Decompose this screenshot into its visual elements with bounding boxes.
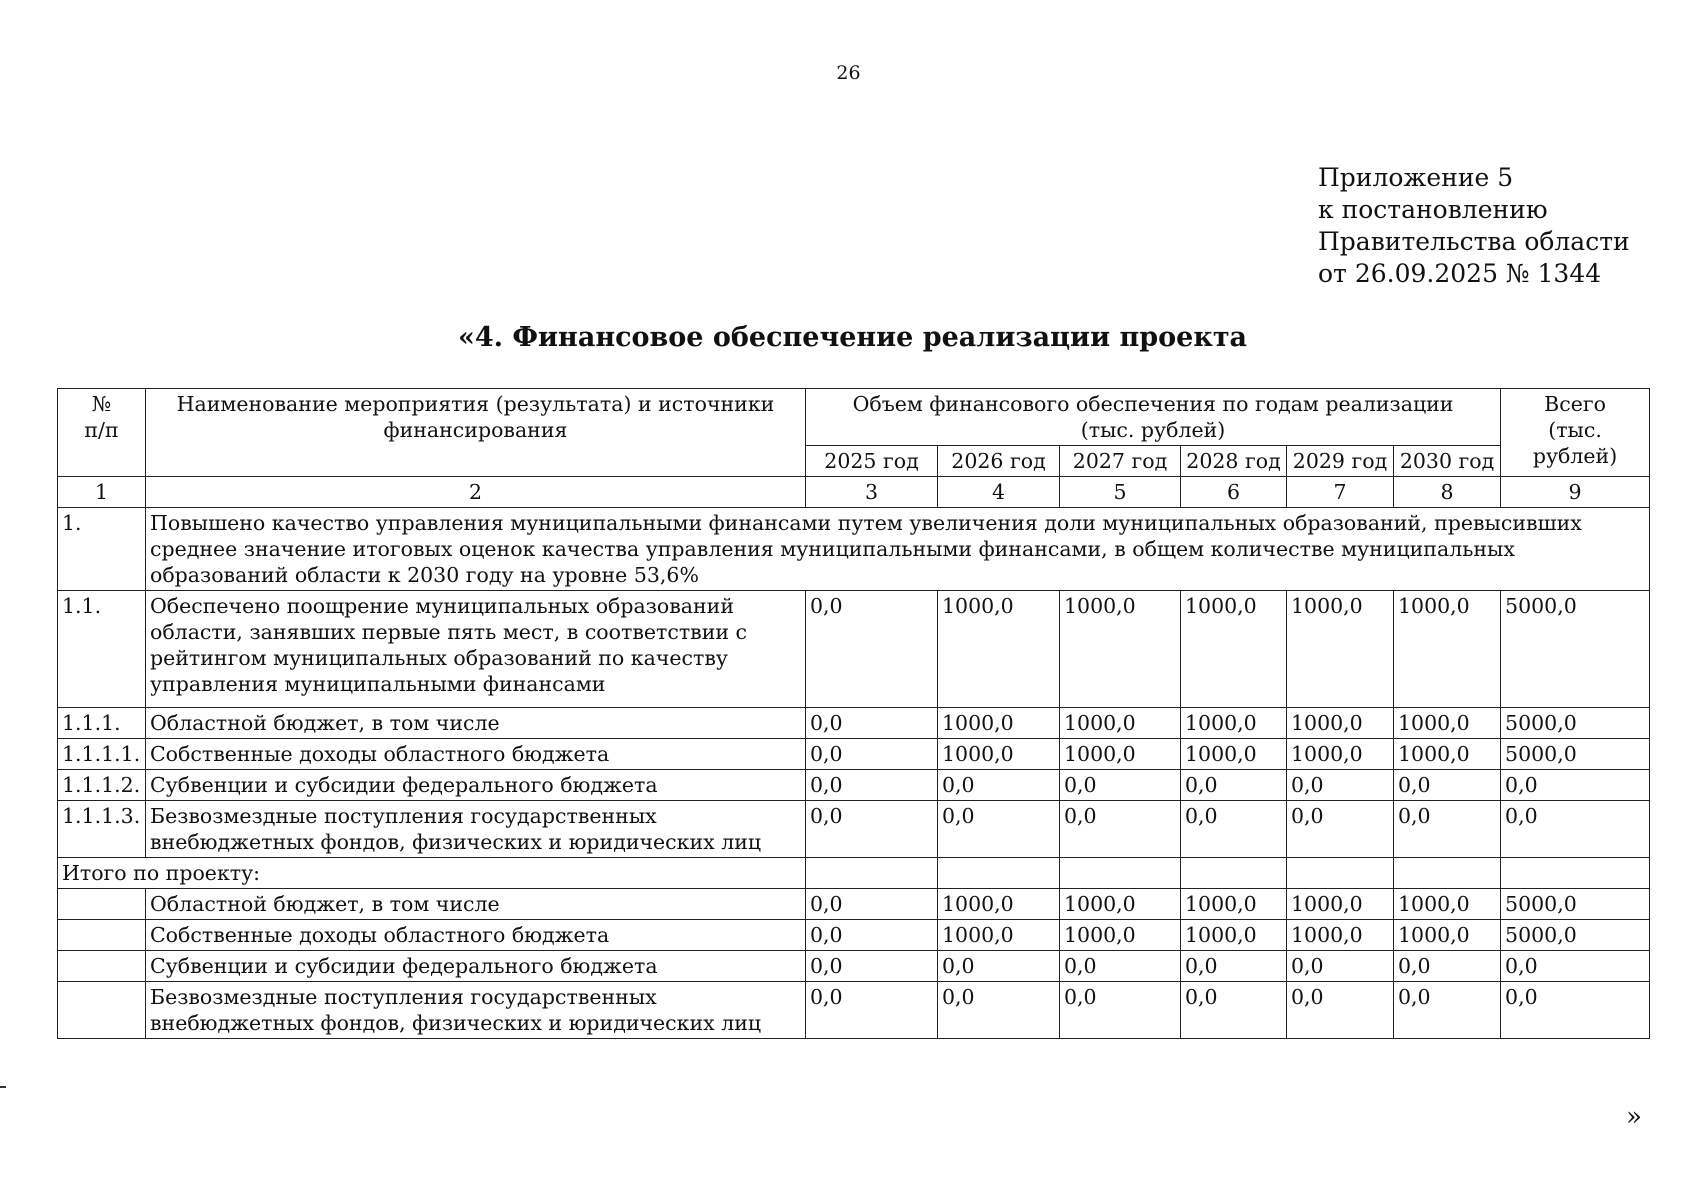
total-value: 0,0 <box>1287 951 1394 982</box>
total-value: 0,0 <box>1287 982 1394 1039</box>
total-row <box>58 982 1650 1039</box>
total-value: 1000,0 <box>1181 920 1287 951</box>
row-value: 1000,0 <box>938 591 1060 708</box>
row-value: 1000,0 <box>1394 739 1501 770</box>
row-value: 1000,0 <box>1394 591 1501 708</box>
page-number: 26 <box>836 62 861 84</box>
total-row-name: Безвозмездные поступления государственных внебюджетных фондов, физических и юридических лиц <box>146 982 806 1039</box>
closing-quote-mark: » <box>1626 1102 1642 1132</box>
appendix-line: от 26.09.2025 № 1344 <box>1318 259 1602 288</box>
total-value: 1000,0 <box>1060 889 1181 920</box>
row-value: 5000,0 <box>1501 591 1650 708</box>
row-value: 0,0 <box>1501 770 1650 801</box>
table-row <box>58 739 1650 770</box>
row-value: 0,0 <box>1181 801 1287 858</box>
appendix-line: Приложение 5 <box>1318 163 1514 192</box>
row-name: Областной бюджет, в том числе <box>146 708 806 739</box>
row-value: 0,0 <box>1181 770 1287 801</box>
total-value: 1000,0 <box>1181 889 1287 920</box>
financing-table <box>57 388 1650 1039</box>
total-value: 0,0 <box>1060 951 1181 982</box>
row-value: 0,0 <box>806 801 938 858</box>
row-value: 1000,0 <box>1181 739 1287 770</box>
row-value: 1000,0 <box>1287 591 1394 708</box>
total-value: 0,0 <box>806 982 938 1039</box>
row-value: 0,0 <box>938 801 1060 858</box>
total-row-name: Собственные доходы областного бюджета <box>146 920 806 951</box>
column-numbers-row <box>58 477 1650 508</box>
row-value: 0,0 <box>1501 801 1650 858</box>
total-value: 0,0 <box>806 889 938 920</box>
row-value: 1000,0 <box>1060 708 1181 739</box>
total-value: 0,0 <box>1501 982 1650 1039</box>
total-row-name: Субвенции и субсидии федерального бюджета <box>146 951 806 982</box>
year-header: 2030 год <box>1394 446 1501 477</box>
table-row <box>58 770 1650 801</box>
total-value: 0,0 <box>1501 951 1650 982</box>
total-value: 0,0 <box>806 920 938 951</box>
total-value: 0,0 <box>938 951 1060 982</box>
total-value: 1000,0 <box>1287 889 1394 920</box>
total-value: 0,0 <box>1181 982 1287 1039</box>
row-value: 1000,0 <box>1060 739 1181 770</box>
section-num: 1. <box>58 508 146 591</box>
row-value: 5000,0 <box>1501 739 1650 770</box>
table-row <box>58 801 1650 858</box>
row-value: 0,0 <box>806 770 938 801</box>
total-row <box>58 920 1650 951</box>
row-value: 1000,0 <box>1287 739 1394 770</box>
row-value: 0,0 <box>1287 801 1394 858</box>
total-value: 1000,0 <box>1394 920 1501 951</box>
total-label-row <box>58 858 1650 889</box>
total-label: Итого по проекту: <box>58 858 806 889</box>
total-value: 1000,0 <box>1060 920 1181 951</box>
column-number: 5 <box>1060 477 1181 508</box>
table-row <box>58 708 1650 739</box>
row-value: 1000,0 <box>1181 591 1287 708</box>
row-value: 0,0 <box>1394 770 1501 801</box>
column-number: 9 <box>1501 477 1650 508</box>
header-num: № п/п <box>58 389 146 477</box>
year-header: 2029 год <box>1287 446 1394 477</box>
row-value: 0,0 <box>1394 801 1501 858</box>
column-number: 2 <box>146 477 806 508</box>
total-value: 0,0 <box>1394 982 1501 1039</box>
row-name: Собственные доходы областного бюджета <box>146 739 806 770</box>
total-row-name: Областной бюджет, в том числе <box>146 889 806 920</box>
year-header: 2025 год <box>806 446 938 477</box>
row-name: Субвенции и субсидии федерального бюджета <box>146 770 806 801</box>
year-header: 2027 год <box>1060 446 1181 477</box>
appendix-line: Правительства области <box>1318 227 1630 256</box>
row-num: 1.1.1.3. <box>58 801 146 858</box>
section-text: Повышено качество управления муниципальными финансами путем увеличения доли муниципальных образований, превысивших среднее значение итоговых оценок качества управления муниципальными финансами, в общем количестве муниципальных образований области к 2030 году на уровне 53,6% <box>146 508 1650 591</box>
section-row <box>58 508 1650 591</box>
total-value: 1000,0 <box>1287 920 1394 951</box>
total-row <box>58 951 1650 982</box>
document-title: «4. Финансовое обеспечение реализации проекта <box>457 322 1248 353</box>
header-row <box>58 389 1650 446</box>
appendix-line: к постановлению <box>1318 195 1548 224</box>
year-header: 2028 год <box>1181 446 1287 477</box>
row-num: 1.1. <box>58 591 146 708</box>
row-num: 1.1.1.1. <box>58 739 146 770</box>
row-value: 0,0 <box>806 739 938 770</box>
header-total: Всего (тыс. рублей) <box>1501 389 1650 477</box>
scan-edge-mark <box>0 1086 6 1088</box>
row-value: 1000,0 <box>1181 708 1287 739</box>
total-value: 0,0 <box>1181 951 1287 982</box>
row-value: 0,0 <box>1060 770 1181 801</box>
row-value: 1000,0 <box>938 739 1060 770</box>
column-number: 7 <box>1287 477 1394 508</box>
header-volume: Объем финансового обеспечения по годам реализации (тыс. рублей) <box>806 389 1501 446</box>
total-value: 0,0 <box>806 951 938 982</box>
row-value: 1000,0 <box>1060 591 1181 708</box>
total-value: 1000,0 <box>1394 889 1501 920</box>
row-num: 1.1.1.2. <box>58 770 146 801</box>
row-value: 0,0 <box>806 708 938 739</box>
total-value: 1000,0 <box>938 920 1060 951</box>
total-row <box>58 889 1650 920</box>
row-num: 1.1.1. <box>58 708 146 739</box>
row-value: 0,0 <box>806 591 938 708</box>
column-number: 3 <box>806 477 938 508</box>
row-value: 1000,0 <box>1287 708 1394 739</box>
row-name: Обеспечено поощрение муниципальных образований области, занявших первые пять мест, в соответствии с рейтингом муниципальных образований по качеству управления муниципальными финансами <box>146 591 806 708</box>
row-value: 5000,0 <box>1501 708 1650 739</box>
row-value: 1000,0 <box>938 708 1060 739</box>
total-value: 1000,0 <box>938 889 1060 920</box>
row-value: 0,0 <box>938 770 1060 801</box>
total-value: 0,0 <box>938 982 1060 1039</box>
column-number: 8 <box>1394 477 1501 508</box>
row-value: 0,0 <box>1287 770 1394 801</box>
year-header: 2026 год <box>938 446 1060 477</box>
column-number: 1 <box>58 477 146 508</box>
appendix-block <box>1318 162 1630 290</box>
table-row <box>58 591 1650 708</box>
row-value: 1000,0 <box>1394 708 1501 739</box>
header-name: Наименование мероприятия (результата) и источники финансирования <box>146 389 806 477</box>
row-name: Безвозмездные поступления государственных внебюджетных фондов, физических и юридических лиц <box>146 801 806 858</box>
total-value: 5000,0 <box>1501 920 1650 951</box>
column-number: 4 <box>938 477 1060 508</box>
total-value: 0,0 <box>1060 982 1181 1039</box>
total-value: 5000,0 <box>1501 889 1650 920</box>
total-value: 0,0 <box>1394 951 1501 982</box>
row-value: 0,0 <box>1060 801 1181 858</box>
column-number: 6 <box>1181 477 1287 508</box>
